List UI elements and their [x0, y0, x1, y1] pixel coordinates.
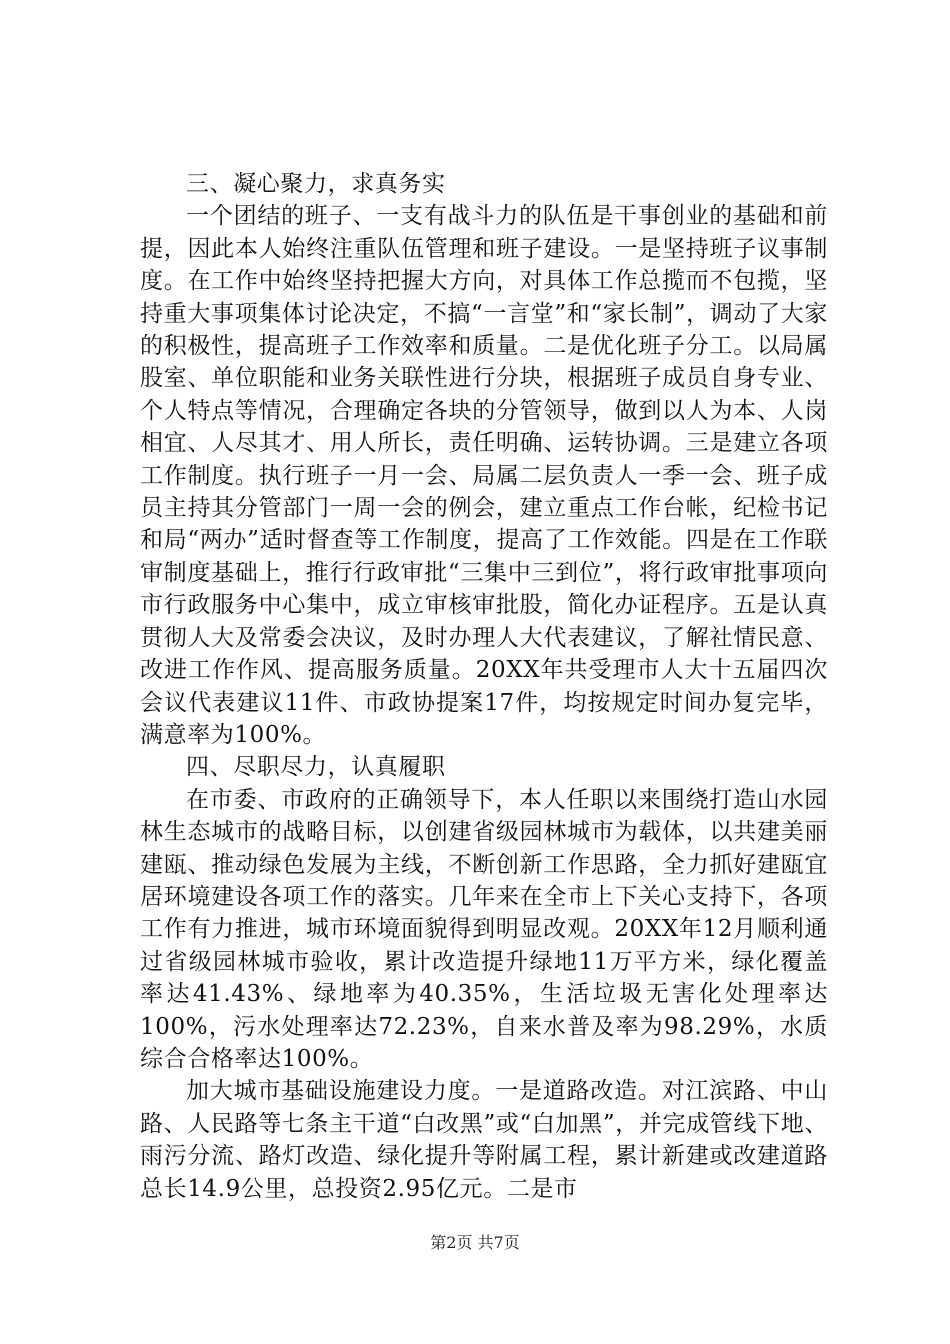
page-number: 第2页 共7页	[430, 1233, 520, 1252]
section-4-paragraph-2: 加大城市基础设施建设力度。一是道路改造。对江滨路、中山路、人民路等七条主干道“白改黑”或“白加黑”，并完成管线下地、雨污分流、路灯改造、绿化提升等附属工程，累计新建或改建道路总长14.9公里，总投资2.95亿元。二是市	[140, 1078, 828, 1202]
section-4-paragraph-1: 在市委、市政府的正确领导下，本人任职以来围绕打造山水园林生态城市的战略目标，以创建省级园林城市为载体，以共建美丽建瓯、推动绿色发展为主线，不断创新工作思路，全力抓好建瓯宜居环境建设各项工作的落实。几年来在全市上下关心支持下，各项工作有力推进，城市环境面貌得到明显改观。20XX年12月顺利通过省级园林城市验收，累计改造提升绿地11万平方米，绿化覆盖率达41.43%、绿地率为40.35%，生活垃圾无害化处理率达100%，污水处理率达72.23%，自来水普及率为98.29%，水质综合合格率达100%。	[140, 786, 828, 1072]
document-body	[140, 168, 828, 1205]
section-heading-3: 三、凝心聚力，求真务实	[186, 171, 446, 197]
section-3-paragraph-1: 一个团结的班子、一支有战斗力的队伍是干事创业的基础和前提，因此本人始终注重队伍管理和班子建设。一是坚持班子议事制度。在工作中始终坚持把握大方向，对具体工作总揽而不包揽，坚持重大事项集体讨论决定，不搞“一言堂”和“家长制”，调动了大家的积极性，提高班子工作效率和质量。二是优化班子分工。以局属股室、单位职能和业务关联性进行分块，根据班子成员自身专业、个人特点等情况，合理确定各块的分管领导，做到以人为本、人岗相宜、人尽其才、用人所长，责任明确、运转协调。三是建立各项工作制度。执行班子一月一会、局属二层负责人一季一会、班子成员主持其分管部门一周一会的例会，建立重点工作台帐，纪检书记和局“两办”适时督查等工作制度，提高了工作效能。四是在工作联审制度基础上，推行行政审批“三集中三到位”，将行政审批事项向市行政服务中心集中，成立审核审批股，简化办证程序。五是认真贯彻人大及常委会决议，及时办理人大代表建议，了解社情民意、改进工作作风、提高服务质量。20XX年共受理市人大十五届四次会议代表建议11件、市政协提案17件，均按规定时间办复完毕，满意率为100%。	[140, 203, 828, 748]
section-heading-4: 四、尽职尽力，认真履职	[186, 754, 446, 781]
